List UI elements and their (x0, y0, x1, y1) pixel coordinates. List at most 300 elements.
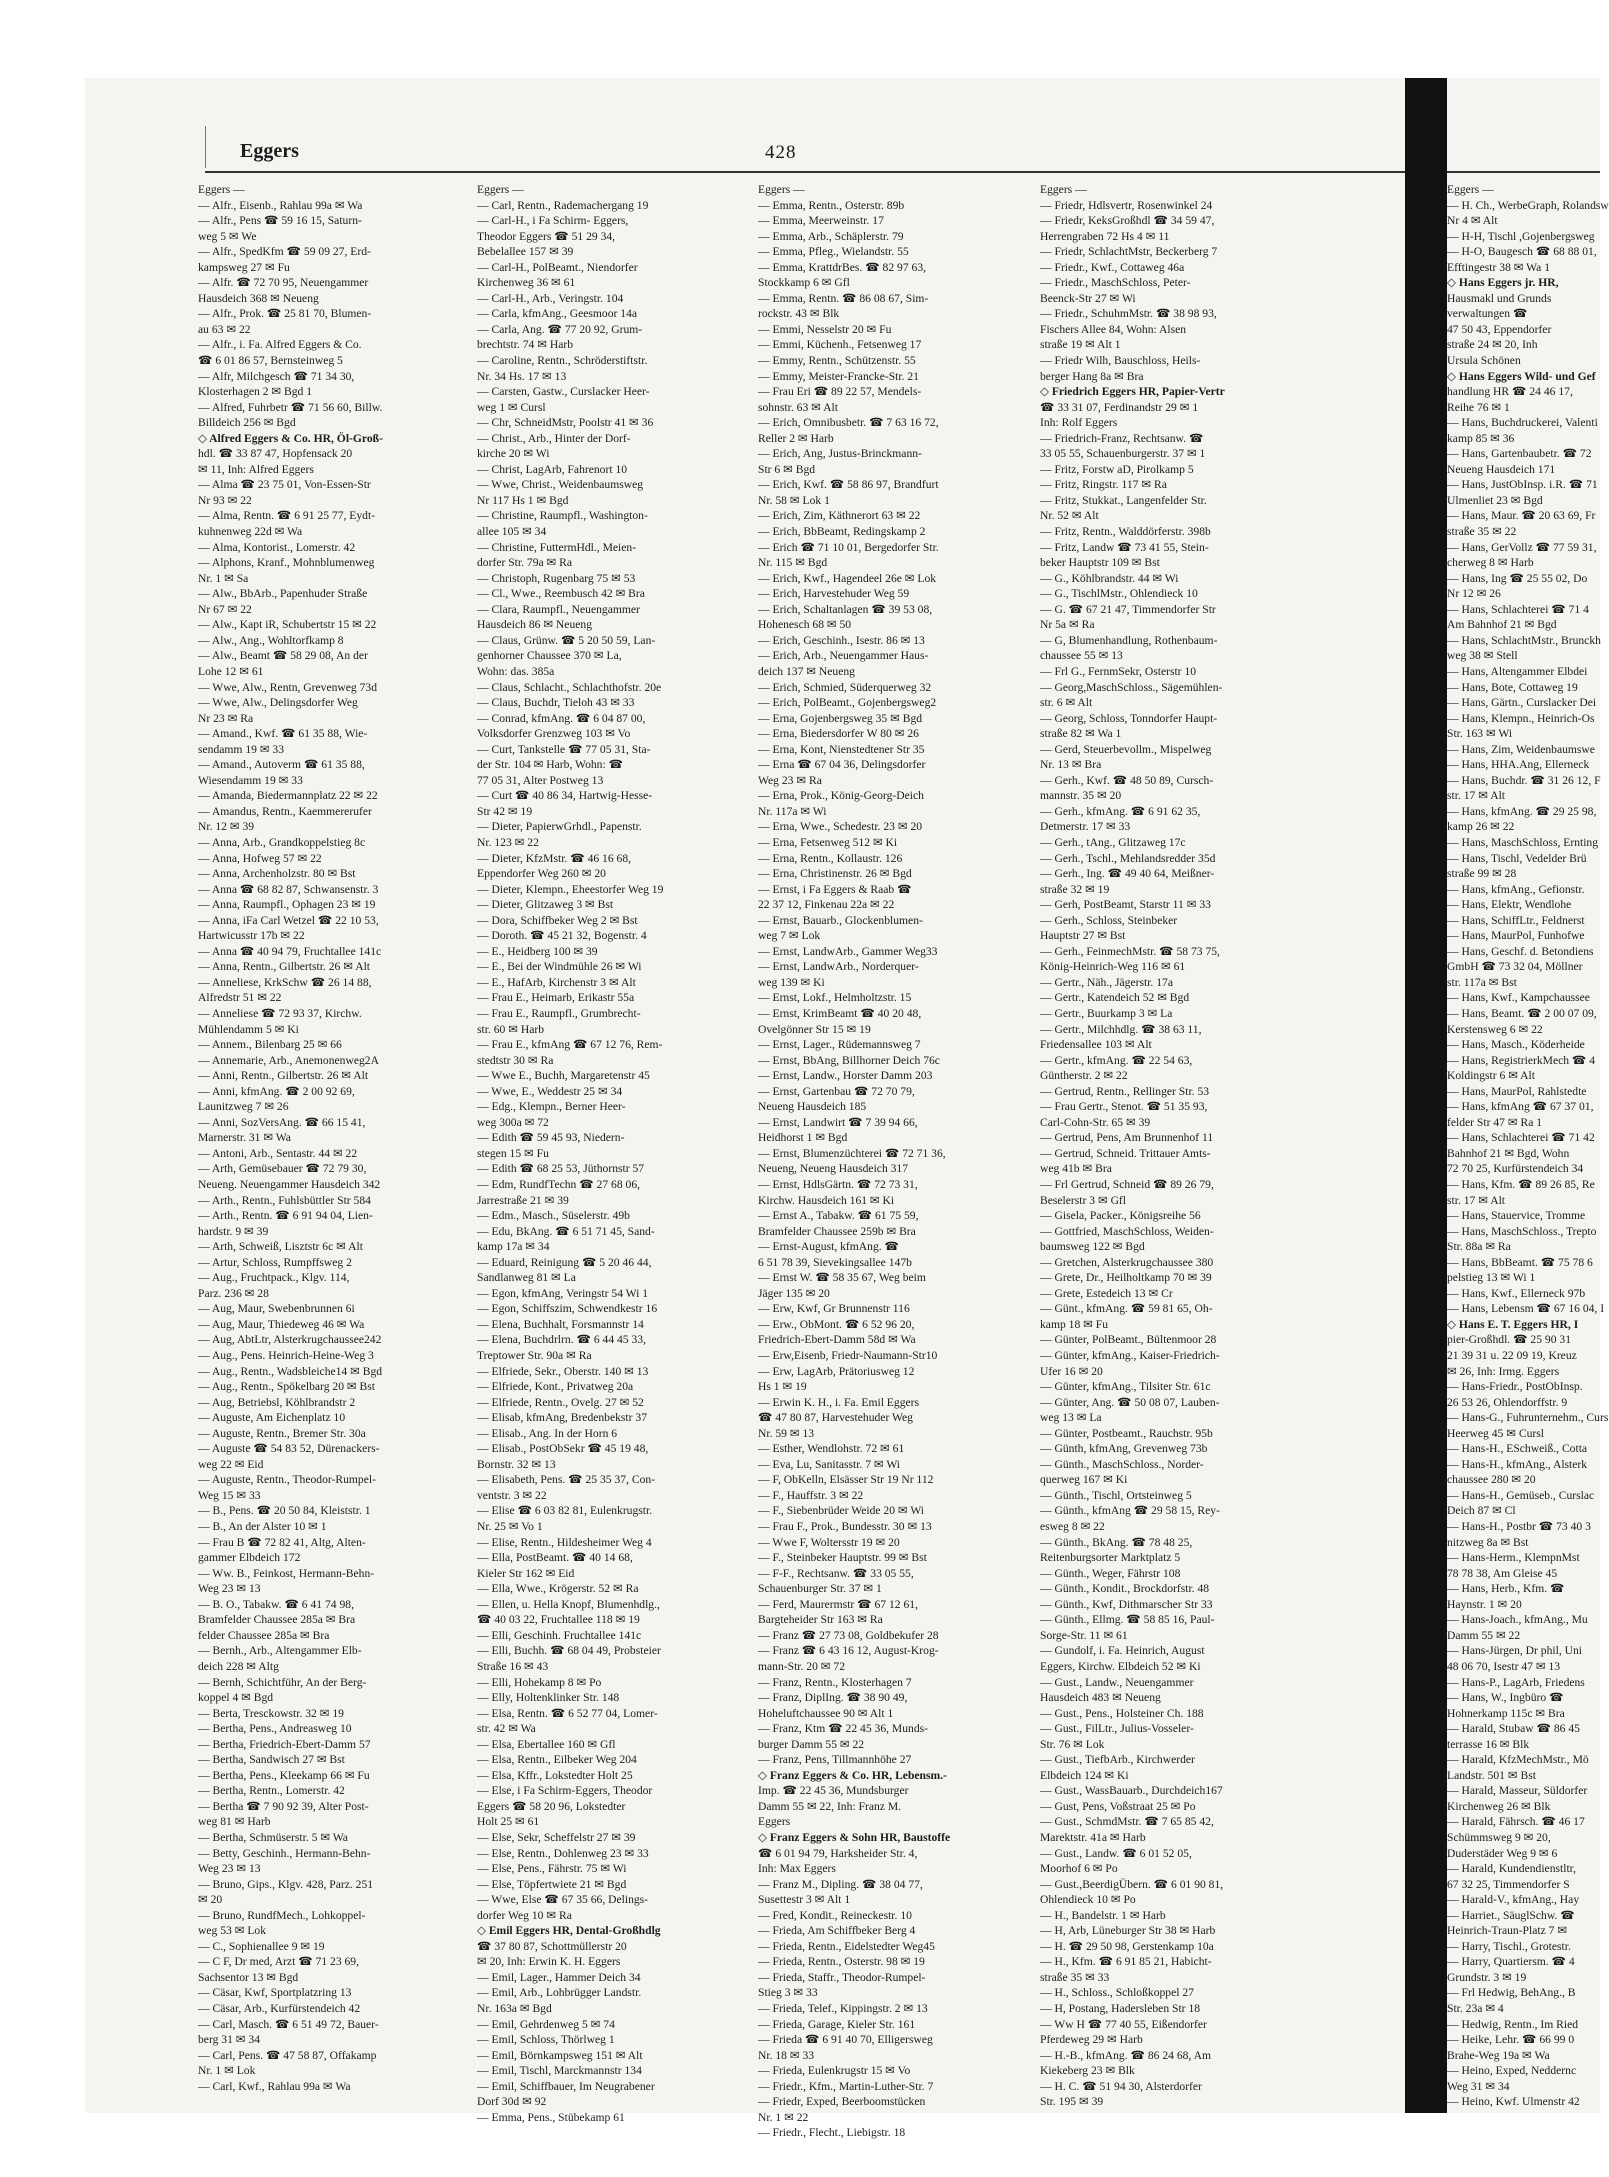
entry-line: — Günter, Ang. ☎ 50 08 07, Lauben- (1040, 1395, 1220, 1409)
entry-line: — Alfr., SpedKfm ☎ 59 09 27, Erd- (198, 245, 371, 259)
entry-line: — Fritz, Stukkat., Langenfelder Str. (1040, 493, 1207, 507)
entry-line: Nr. 34 Hs. 17 ✉ 13 (477, 369, 567, 383)
entry-line: — F., Steinbeker Hauptstr. 99 ✉ Bst (758, 1551, 927, 1565)
entry-line: — Bertha, Sandwisch 27 ✉ Bst (198, 1753, 345, 1767)
scanned-directory-spread (85, 78, 1609, 2140)
entry-line: weg 22 ✉ Eid (198, 1457, 264, 1471)
entry-line: — Gust.,BeerdigÜbern. ☎ 6 01 90 81, (1040, 1877, 1224, 1891)
entry-line: Imp. ☎ 22 45 36, Mundsburger (758, 1784, 909, 1798)
entry-line: — Frau Eri ☎ 89 22 57, Mendels- (758, 385, 922, 399)
entry-line: — Hans, Lebensm ☎ 67 16 04, I (1447, 1302, 1605, 1316)
entry-line: — Gerh., tAng., Glitzaweg 17c (1040, 835, 1186, 849)
entry-line: — Erich, Schmied, Süderquerweg 32 (758, 680, 932, 694)
entry-line: — Erna, Rentn., Kollaustr. 126 (758, 851, 903, 865)
entry-line: Nr. 58 ✉ Lok 1 (758, 493, 830, 507)
entry-line: Reihe 76 ✉ 1 (1447, 400, 1510, 414)
entry-line: — H-H, Tischl ,Gojenbergsweg (1447, 229, 1595, 243)
entry-line: — Erw,Eisenb, Friedr-Naumann-Str10 (758, 1349, 938, 1363)
entry-line: — Dieter, KfzMstr. ☎ 46 16 68, (477, 851, 632, 865)
entry-line: berger Hang 8a ✉ Bra (1040, 369, 1144, 383)
entry-line: 78 78 38, Am Gleise 45 (1447, 1566, 1558, 1580)
entry-line: — Berta, Tresckowstr. 32 ✉ 19 (198, 1706, 344, 1720)
entry-line: — Amand., Kwf. ☎ 61 35 88, Wie- (198, 727, 368, 741)
entry-line: weg 38 ✉ Stell (1447, 649, 1518, 663)
entry-line: — H. ☎ 29 50 98, Gerstenkamp 10a (1040, 1939, 1214, 1953)
entry-line: — Gust, Pens, Voßstraat 25 ✉ Po (1040, 1799, 1196, 1813)
entry-line: Kieler Str 162 ✉ Eid (477, 1566, 575, 1580)
entry-line: — F, ObKelln, Elsässer Str 19 Nr 112 (758, 1473, 934, 1487)
entry-line: — Else, Pens., Fährstr. 75 ✉ Wi (477, 1862, 627, 1876)
entry-line: verwaltungen ☎ (1447, 307, 1528, 321)
entry-line: — Ernst, Lokf., Helmholtzstr. 15 (758, 991, 912, 1005)
entry-line: — Frau E., Heimarb, Erikastr 55a (477, 991, 635, 1005)
entry-line: berg 31 ✉ 34 (198, 2033, 260, 2047)
entry-line: chaussee 280 ✉ 20 (1447, 1473, 1536, 1487)
entry-line: weg 300a ✉ 72 (477, 1115, 549, 1129)
entry-line: — Gerh., kfmAng. ☎ 6 91 62 35, (1040, 804, 1201, 818)
entry-line: — Franz, Rentn., Klosterhagen 7 (758, 1675, 912, 1689)
entry-line: — Eduard, Reinigung ☎ 5 20 46 44, (477, 1255, 652, 1269)
entry-line: — Günth., Kondit., Brockdorfstr. 48 (1040, 1582, 1210, 1596)
entry-line: — Erna, Christinenstr. 26 ✉ Bgd (758, 867, 912, 881)
entry-line: — Gust., Landw. ☎ 6 01 52 05, (1040, 1846, 1192, 1860)
header-rule-right (1447, 171, 1600, 173)
entry-line: — Hans, kfmAng ☎ 67 37 01, (1447, 1100, 1594, 1114)
entry-line: — Bernh, Schichtführ, An der Berg- (198, 1675, 367, 1689)
entry-line: Holt 25 ✉ 61 (477, 1815, 540, 1829)
entry-line: — Alw., BbArb., Papenhuder Straße (198, 587, 368, 601)
entry-line: ✉ 11, Inh: Alfred Eggers (198, 462, 314, 476)
entry-line: — Hans-P., LagArb, Friedens (1447, 1675, 1585, 1689)
entry-line: — Bruno, RundfMech., Lohkoppel- (198, 1908, 366, 1922)
entry-line: kamp 26 ✉ 22 (1447, 820, 1515, 834)
entry-line: — Hans, Schlachterei ☎ 71 42 (1447, 1131, 1595, 1145)
entry-line: — Arth, Schweiß, Lisztstr 6c ✉ Alt (198, 1240, 363, 1254)
entry-line: — Carl-H., Arb., Veringstr. 104 (477, 291, 624, 305)
entry-line: GmbH ☎ 73 32 04, Möllner (1447, 960, 1583, 974)
entry-line: — Grete, Dr., Heilholtkamp 70 ✉ 39 (1040, 1271, 1212, 1285)
entry-line: — Gundolf, i. Fa. Heinrich, August (1040, 1644, 1205, 1658)
entry-line: Weg 15 ✉ 33 (198, 1488, 261, 1502)
entry-line: — Alfr., Pens ☎ 59 16 15, Saturn- (198, 214, 362, 228)
entry-line: Nr 23 ✉ Ra (198, 711, 254, 725)
entry-line: — Hans-Herm., KlempnMst (1447, 1551, 1580, 1565)
entry-line: — Erich, Omnibusbetr. ☎ 7 63 16 72, (758, 416, 939, 430)
entry-line: — Gertrud, Pens, Am Brunnenhof 11 (1040, 1131, 1214, 1145)
entry-line: — Emil, Börnkampsweg 151 ✉ Alt (477, 2048, 643, 2062)
entry-line: — Heike, Lehr. ☎ 66 99 0 (1447, 2033, 1575, 2047)
entry-line: — Emma, Rentn., Osterstr. 89b (758, 198, 905, 212)
entry-line: dorfer Str. 79a ✉ Ra (477, 556, 573, 570)
entry-line: — Frau Gertr., Stenot. ☎ 51 35 93, (1040, 1100, 1208, 1114)
entry-line: kamp 18 ✉ Fu (1040, 1317, 1109, 1331)
entry-line: weg 13 ✉ La (1040, 1411, 1102, 1425)
entry-line: kampsweg 27 ✉ Fu (198, 260, 290, 274)
entry-line: — Erich ☎ 71 10 01, Bergedorfer Str. (758, 540, 939, 554)
entry-line: — Fritz, Ringstr. 117 ✉ Ra (1040, 478, 1167, 492)
entry-line: — Harry, Quartiersm. ☎ 4 (1447, 1955, 1575, 1969)
entry-line: — Harry, Tischl., Grotestr. (1447, 1939, 1571, 1953)
entry-line: — Anneliese, KrkSchw ☎ 26 14 88, (198, 975, 372, 989)
entry-line: ☎ 37 80 87, Schottmüllerstr 20 (477, 1939, 627, 1953)
entry-line: — Friedr, Hdlsvertr, Rosenwinkel 24 (1040, 198, 1213, 212)
entry-line: Treptower Str. 90a ✉ Ra (477, 1349, 592, 1363)
entry-line: — Erna ☎ 67 04 36, Delingsdorfer (758, 758, 926, 772)
entry-line: — Hans, GerVollz ☎ 77 59 31, (1447, 540, 1597, 554)
entry-line: — Gerh., Kwf. ☎ 48 50 89, Cursch- (1040, 773, 1214, 787)
entry-line: — Hans, Schlachterei ☎ 71 4 (1447, 602, 1589, 616)
entry-line: Güntherstr. 2 ✉ 22 (1040, 1069, 1128, 1083)
entry-line: — Anna, Arb., Grandkoppelstieg 8c (198, 835, 366, 849)
entry-line: — Fred, Kondit., Reineckestr. 10 (758, 1908, 912, 1922)
entry-line: — Ernst-August, kfmAng. ☎ (758, 1240, 899, 1254)
entry-line: deich 228 ✉ Altg (198, 1659, 279, 1673)
entry-line: Heinrich-Traun-Platz 7 ✉ (1447, 1924, 1568, 1938)
entry-line: Str. 195 ✉ 39 (1040, 2095, 1104, 2109)
entry-line: Hausdeich 483 ✉ Neueng (1040, 1691, 1161, 1705)
entry-line: Reller 2 ✉ Harb (758, 431, 834, 445)
entry-line: — Emmy, Rentn., Schützenstr. 55 (758, 354, 916, 368)
page-right-partial (1447, 78, 1609, 2113)
entry-line: Reitenburgsorter Marktplatz 5 (1040, 1551, 1181, 1565)
entry-line: nitzweg 8a ✉ Bst (1447, 1535, 1529, 1549)
entry-line: — Elisab., PostObSekr ☎ 45 19 48, (477, 1442, 649, 1456)
entry-line: Nr 67 ✉ 22 (198, 602, 252, 616)
entry-line: Hausdeich 86 ✉ Neueng (477, 618, 592, 632)
entry-line: Marnerstr. 31 ✉ Wa (198, 1131, 291, 1145)
entry-line: — Günth., kfmAng ☎ 29 58 15, Rey- (1040, 1504, 1220, 1518)
entry-line: Inh: Max Eggers (758, 1862, 836, 1876)
entry-line: Billdeich 256 ✉ Bgd (198, 416, 296, 430)
entry-line: weg 81 ✉ Harb (198, 1815, 271, 1829)
entry-line: — Edith ☎ 59 45 93, Niedern- (477, 1131, 625, 1145)
entry-line: — E., Bei der Windmühle 26 ✉ Wi (477, 960, 642, 974)
entry-line: 48 06 70, Isestr 47 ✉ 13 (1447, 1659, 1561, 1673)
entry-line: — Günth., Tischl, Ortsteinweg 5 (1040, 1488, 1192, 1502)
entry-line: Mühlendamm 5 ✉ Ki (198, 1022, 299, 1036)
entry-line: Kirchenweg 26 ✉ Blk (1447, 1799, 1551, 1813)
entry-line: au 63 ✉ 22 (198, 322, 251, 336)
entry-line: — Anna ☎ 68 82 87, Schwansenstr. 3 (198, 882, 379, 896)
entry-line: — Emmi, Nesselstr 20 ✉ Fu (758, 322, 892, 336)
entry-line: — Emil, Gehrdenweg 5 ✉ 74 (477, 2017, 615, 2031)
entry-line: — Chr, SchneidMstr, Poolstr 41 ✉ 36 (477, 416, 654, 430)
entry-line: Elbdeich 124 ✉ Ki (1040, 1768, 1129, 1782)
entry-line: — Hans, RegistrierkMech ☎ 4 (1447, 1053, 1596, 1067)
entry-line: — Ernst, KrimBeamt ☎ 40 20 48, (758, 1006, 922, 1020)
entry-line: — Heino, Kwf. Ulmenstr 42 (1447, 2095, 1580, 2109)
entry-line: ☎ 6 01 86 57, Bernsteinweg 5 (198, 354, 343, 368)
entry-line: — Edg., Klempn., Berner Heer- (477, 1100, 626, 1114)
entry-line: beker Hauptstr 109 ✉ Bst (1040, 556, 1160, 570)
entry-line: — Anneliese ☎ 72 93 37, Kirchw. (198, 1006, 362, 1020)
entry-line: — Gottfried, MaschSchloss, Weiden- (1040, 1224, 1214, 1238)
entry-line: Theodor Eggers ☎ 51 29 34, (477, 229, 616, 243)
entry-line: — G., TischlMstr., Ohlendieck 10 (1040, 587, 1198, 601)
entry-line: genhorner Chaussee 370 ✉ La, (477, 649, 622, 663)
entry-line: straße 99 ✉ 28 (1447, 867, 1517, 881)
entry-line: — Ernst, Landwirt ☎ 7 39 94 66, (758, 1115, 918, 1129)
entry-line: — Alfr., Eisenb., Rahlau 99a ✉ Wa (198, 198, 363, 212)
entry-line: — Gerh., Schloss, Steinbeker (1040, 913, 1178, 927)
entry-line: ☎ 6 01 94 79, Harksheider Str. 4, (758, 1846, 918, 1860)
entry-line: felder Chaussee 285a ✉ Bra (198, 1628, 330, 1642)
ink-mark (205, 126, 218, 168)
entry-line: — E., Heidberg 100 ✉ 39 (477, 944, 598, 958)
entry-line: querweg 167 ✉ Ki (1040, 1473, 1128, 1487)
entry-line: — Harald, KfzMechMstr., Mö (1447, 1753, 1589, 1767)
entry-line: ◇ Friedrich Eggers HR, Papier-Vertr (1040, 385, 1225, 399)
entry-line: — Erich, Kwf., Hagendeel 26e ✉ Lok (758, 571, 937, 585)
entry-line: — Frieda, Telef., Kippingstr. 2 ✉ 13 (758, 2001, 928, 2015)
entry-line: Eggers ☎ 58 20 96, Lokstedter (477, 1799, 626, 1813)
entry-line: dorfer Weg 10 ✉ Ra (477, 1908, 572, 1922)
entry-line: Weg 31 ✉ 34 (1447, 2079, 1510, 2093)
entry-line: — Harald, Kundendienstltr, (1447, 1862, 1576, 1876)
entry-line: — Ernst, Landw., Horster Damm 203 (758, 1069, 933, 1083)
entry-line: — Hans, Geschf. d. Betondiens (1447, 944, 1594, 958)
entry-line: — Carl, Masch. ☎ 6 51 49 72, Bauer- (198, 2017, 379, 2031)
entry-line: — Hans, HHA.Ang, Ellerneck (1447, 758, 1590, 772)
entry-line: Damm 55 ✉ 22, Inh: Franz M. (758, 1799, 902, 1813)
entry-line: — Hans, JustObInsp. i.R. ☎ 71 (1447, 478, 1598, 492)
entry-line: Str. 76 ✉ Lok (1040, 1737, 1105, 1751)
entry-line: Neueng Hausdeich 171 (1447, 462, 1556, 476)
entry-line: — Ernst, i Fa Eggers & Raab ☎ (758, 882, 912, 896)
page-header-name: Eggers (240, 140, 299, 162)
entry-line: Klosterhagen 2 ✉ Bgd 1 (198, 385, 313, 399)
entry-line: Nr. 163a ✉ Bgd (477, 2001, 552, 2015)
entry-line: — Christine, Raumpfl., Washington- (477, 509, 648, 523)
entry-line: Efftingestr 38 ✉ Wa 1 (1447, 260, 1551, 274)
entry-line: 22 37 12, Finkenau 22a ✉ 22 (758, 898, 895, 912)
entry-line: — H. Ch., WerbeGraph, Rolandsw (1447, 198, 1609, 212)
entry-line: — Alfr, Milchgesch ☎ 71 34 30, (198, 369, 355, 383)
entry-line: Nr 5a ✉ Ra (1040, 618, 1095, 632)
entry-line: straße 32 ✉ 19 (1040, 882, 1110, 896)
entry-line: Sorge-Str. 11 ✉ 61 (1040, 1628, 1128, 1642)
entry-line: weg 1 ✉ Cursl (477, 400, 546, 414)
entry-line: — Caroline, Rentn., Schröderstiftstr. (477, 354, 648, 368)
entry-line: — Frl G., FernmSekr, Osterstr 10 (1040, 664, 1197, 678)
entry-line: — Else, Töpfertwiete 21 ✉ Bgd (477, 1877, 627, 1891)
entry-line: — Günth., BkAng. ☎ 78 48 25, (1040, 1535, 1193, 1549)
entry-line: — Fritz, Rentn., Walddörferstr. 398b (1040, 525, 1211, 539)
entry-line: — Carl, Kwf., Rahlau 99a ✉ Wa (198, 2079, 351, 2093)
entry-line: brechtstr. 74 ✉ Harb (477, 338, 573, 352)
entry-line: — B., Pens. ☎ 20 50 84, Kleiststr. 1 (198, 1504, 371, 1518)
entry-line: — Gust., FilLtr., Julius-Vosseler- (1040, 1722, 1194, 1736)
entry-line: — Ernst, Blumenzüchterei ☎ 72 71 36, (758, 1146, 946, 1160)
entry-line: — Friedr., Kfm., Martin-Luther-Str. 7 (758, 2079, 934, 2093)
entry-line: str. 6 ✉ Alt (1040, 696, 1093, 710)
entry-line: ☎ 40 03 22, Fruchtallee 118 ✉ 19 (477, 1613, 640, 1627)
entry-line: — Bertha, Pens., Andreasweg 10 (198, 1722, 352, 1736)
entry-line: weg 53 ✉ Lok (198, 1924, 266, 1938)
entry-line: — Annemarie, Arb., Anemonenweg2A (198, 1053, 379, 1067)
entry-line: — Hans, Ing ☎ 25 55 02, Do (1447, 571, 1588, 585)
entry-line: — Elsa, Kffr., Lokstedter Holt 25 (477, 1768, 633, 1782)
entry-line: — Hans, Kfm. ☎ 89 26 85, Re (1447, 1178, 1595, 1191)
entry-line: 6 51 78 39, Sievekingsallee 147b (758, 1255, 912, 1269)
entry-line: — Hans, Stauervice, Tromme (1447, 1209, 1586, 1223)
entry-line: Heerweg 45 ✉ Cursl (1447, 1426, 1544, 1440)
entry-line: Launitzweg 7 ✉ 26 (198, 1100, 289, 1114)
entry-line: — Emil, Tischl, Marckmannstr 134 (477, 2064, 642, 2078)
entry-line: — Emma, Pfleg., Wielandstr. 55 (758, 245, 909, 259)
entry-line: — Hans, Maur. ☎ 20 63 69, Fr (1447, 509, 1596, 523)
entry-line: — Elli, Hohekamp 8 ✉ Po (477, 1675, 602, 1689)
entry-line: Nr 93 ✉ 22 (198, 493, 252, 507)
entry-line: Beenck-Str 27 ✉ Wi (1040, 291, 1136, 305)
entry-line: — H., Schloss., Schloßkoppel 27 (1040, 1986, 1194, 2000)
entry-line: stegen 15 ✉ Fu (477, 1146, 549, 1160)
entry-line: — Wwe, Else ☎ 67 35 66, Delings- (477, 1893, 649, 1907)
entry-line: — Georg, Schloss, Tonndorfer Haupt- (1040, 711, 1218, 725)
entry-line: ☎ 33 31 07, Ferdinandstr 29 ✉ 1 (1040, 400, 1199, 414)
entry-line: hdl. ☎ 33 87 47, Hopfensack 20 (198, 447, 353, 461)
entry-line: — Friedr., SchuhmMstr. ☎ 38 98 93, (1040, 307, 1217, 321)
entry-line: mann-Str. 20 ✉ 72 (758, 1659, 846, 1673)
entry-line: Str 6 ✉ Bgd (758, 462, 816, 476)
entry-line: Eggers — (477, 183, 524, 196)
entry-line: weg 41b ✉ Bra (1040, 1162, 1112, 1176)
entry-line: ☎ 47 80 87, Harvestehuder Weg (758, 1411, 913, 1425)
entry-line: — Hans, Masch., Köderheide (1447, 1038, 1585, 1052)
entry-line: — Dieter, Glitzaweg 3 ✉ Bst (477, 898, 614, 912)
entry-line: — Franz ☎ 6 43 16 12, August-Krog- (758, 1644, 939, 1658)
entry-line: Stieg 3 ✉ 33 (758, 1986, 818, 2000)
entry-line: — Arth, Gemüsebauer ☎ 72 79 30, (198, 1162, 367, 1176)
entry-line: Brahe-Weg 19a ✉ Wa (1447, 2048, 1550, 2062)
entry-line: Hausmakl und Grunds (1447, 291, 1552, 305)
entry-line: — Gerh., Ing. ☎ 49 40 64, Meißner- (1040, 867, 1215, 881)
entry-line: Bebelallee 157 ✉ 39 (477, 245, 574, 259)
entry-line: — Wwe E., Buchh, Margaretenstr 45 (477, 1069, 650, 1083)
entry-line: — Hans-H., Postbr ☎ 73 40 3 (1447, 1520, 1591, 1534)
entry-line: — Gertrud, Rentn., Rellinger Str. 53 (1040, 1084, 1210, 1098)
entry-line: — Ww. B., Feinkost, Hermann-Behn- (198, 1566, 375, 1580)
entry-line: Haynstr. 1 ✉ 20 (1447, 1597, 1522, 1611)
entry-line: — Grete, Estedeich 13 ✉ Cr (1040, 1286, 1173, 1300)
entry-line: Hauptstr 27 ✉ Bst (1040, 929, 1126, 943)
entry-line: — Harald, Stubaw ☎ 86 45 (1447, 1722, 1580, 1736)
entry-line: — Heino, Exped, Neddernc (1447, 2064, 1577, 2078)
entry-line: — Frieda, Am Schiffbeker Berg 4 (758, 1924, 916, 1938)
entry-line: — Bertha, Rentn., Lomerstr. 42 (198, 1784, 345, 1798)
entry-line: — Friedr., Flecht., Liebigstr. 18 (758, 2126, 906, 2140)
entry-line: sohnstr. 63 ✉ Alt (758, 400, 838, 414)
entry-line: Neueng Hausdeich 185 (758, 1100, 867, 1114)
entry-line: Nr. 52 ✉ Alt (1040, 509, 1099, 523)
entry-line: — Ernst, Bauarb., Glockenblumen- (758, 913, 923, 927)
entry-line: 67 32 25, Timmendorfer S (1447, 1877, 1570, 1891)
entry-line: — Erich, Harvestehuder Weg 59 (758, 587, 910, 601)
entry-line: Bahnhof 21 ✉ Bgd, Wohn (1447, 1146, 1570, 1160)
entry-line: Nr. 18 ✉ 33 (758, 2048, 815, 2062)
column-3 (758, 182, 1032, 2141)
entry-line: allee 105 ✉ 34 (477, 525, 547, 539)
entry-line: Nr. 12 ✉ 39 (198, 820, 255, 834)
entry-line: — Ernst, LandwArb., Gammer Weg33 (758, 944, 938, 958)
entry-line: — Erw, Kwf, Gr Brunnenstr 116 (758, 1302, 910, 1316)
entry-line: — Gerh, PostBeamt, Starstr 11 ✉ 33 (1040, 898, 1211, 912)
entry-line: — Wwe, Alw., Rentn, Grevenweg 73d (198, 680, 378, 694)
entry-line: Sandlanweg 81 ✉ La (477, 1271, 576, 1285)
entry-line: Heidhorst 1 ✉ Bgd (758, 1131, 848, 1145)
entry-line: — F-F., Rechtsanw. ☎ 33 05 55, (758, 1566, 914, 1580)
entry-line: — Frieda, Eulenkrugstr 15 ✉ Vo (758, 2064, 911, 2078)
entry-line: Bramfelder Chaussee 285a ✉ Bra (198, 1613, 356, 1627)
entry-line: Nr. 123 ✉ 22 (477, 835, 539, 849)
entry-line: — Emma, Pens., Stübekamp 61 (477, 2110, 625, 2124)
entry-line: — F., Siebenbrüder Weide 20 ✉ Wi (758, 1504, 925, 1518)
entry-line: ✉ 26, Inh: Irmg. Eggers (1447, 1364, 1560, 1378)
entry-line: — Hans, MaschSchloss., Trepto (1447, 1224, 1597, 1238)
entry-line: — Bernh., Arb., Altengammer Elb- (198, 1644, 362, 1658)
entry-line: — Ernst, Gartenbau ☎ 72 70 79, (758, 1084, 915, 1098)
entry-line: Duderstäder Weg 9 ✉ 6 (1447, 1846, 1558, 1860)
entry-line: Landstr. 501 ✉ Bst (1447, 1768, 1536, 1782)
entry-line: Jäger 135 ✉ 20 (758, 1286, 830, 1300)
entry-line: Weg 23 ✉ 13 (198, 1862, 261, 1876)
entry-line: — Aug., Pens. Heinrich-Heine-Weg 3 (198, 1349, 374, 1363)
entry-line: — Cl., Wwe., Reembusch 42 ✉ Bra (477, 587, 645, 601)
entry-line: — Wwe, Alw., Delingsdorfer Weg (198, 696, 358, 710)
entry-line: hardstr. 9 ✉ 39 (198, 1224, 269, 1238)
entry-line: burger Damm 55 ✉ 22 (758, 1737, 865, 1751)
entry-line: — Hans, Gärtn., Curslacker Dei (1447, 696, 1597, 710)
entry-line: — Egon, Schiffszim, Schwendkestr 16 (477, 1302, 658, 1316)
entry-line: — Hedwig, Rentn., Im Ried (1447, 2017, 1579, 2031)
column-5 (1447, 182, 1609, 2110)
entry-line: — Elisabeth, Pens. ☎ 25 35 37, Con- (477, 1473, 656, 1487)
entry-line: — Claus, Grünw. ☎ 5 20 50 59, Lan- (477, 633, 656, 647)
entry-line: 72 70 25, Kurfürstendeich 34 (1447, 1162, 1584, 1176)
entry-line: — Antoni, Arb., Sentastr. 44 ✉ 22 (198, 1146, 358, 1160)
entry-line: — Elisab., Ang. In der Horn 6 (477, 1426, 618, 1440)
entry-line: — Edu, BkAng. ☎ 6 51 71 45, Sand- (477, 1224, 655, 1238)
entry-line: — Else, i Fa Schirm-Eggers, Theodor (477, 1784, 653, 1798)
entry-line: straße 35 ✉ 22 (1447, 525, 1517, 539)
entry-line: Nr. 13 ✉ Bra (1040, 758, 1102, 772)
entry-line: — Günth., Weger, Fährstr 108 (1040, 1566, 1181, 1580)
entry-line: Nr. 115 ✉ Bgd (758, 556, 828, 570)
entry-line: — H., Kfm. ☎ 6 91 85 21, Habicht- (1040, 1955, 1212, 1969)
entry-line: — Auguste ☎ 54 83 52, Dürenackers- (198, 1442, 380, 1456)
entry-line: — Gerh., FeinmechMstr. ☎ 58 73 75, (1040, 944, 1220, 958)
entry-line: — Aug, Maur, Swebenbrunnen 6i (198, 1302, 355, 1316)
entry-line: der Str. 104 ✉ Harb, Wohn: ☎ (477, 758, 624, 772)
entry-line: — Erna, Kont, Nienstedtener Str 35 (758, 742, 925, 756)
entry-line: — Hans, MaurPol, Funhofwe (1447, 929, 1585, 943)
entry-line: — H.-B., kfmAng. ☎ 86 24 68, Am (1040, 2048, 1211, 2062)
entry-line: — Carl, Pens. ☎ 47 58 87, Offakamp (198, 2048, 377, 2062)
entry-line: — Elsa, Rentn. ☎ 6 52 77 04, Lomer- (477, 1706, 658, 1720)
entry-line: — Erna, Prok., König-Georg-Deich (758, 789, 924, 803)
entry-line: weg 7 ✉ Lok (758, 929, 821, 943)
entry-line: — Gertr., Näh., Jägerstr. 17a (1040, 975, 1173, 989)
entry-line: — Wwe, Christ., Weidenbaumsweg (477, 478, 644, 492)
entry-line: — Artur, Schloss, Rumpffsweg 2 (198, 1255, 352, 1269)
entry-line: — Auguste, Rentn., Bremer Str. 30a (198, 1426, 366, 1440)
entry-line: — Clara, Raumpfl., Neuengammer (477, 602, 640, 616)
entry-line: — Alma, Rentn. ☎ 6 91 25 77, Eydt- (198, 509, 376, 523)
header-rule (205, 171, 1405, 173)
entry-line: — Hans, MaschSchloss, Ernting (1447, 835, 1599, 849)
entry-line: — Hans-H., kfmAng., Alsterk (1447, 1457, 1588, 1471)
entry-line: Neueng, Neueng Hausdeich 317 (758, 1162, 909, 1176)
